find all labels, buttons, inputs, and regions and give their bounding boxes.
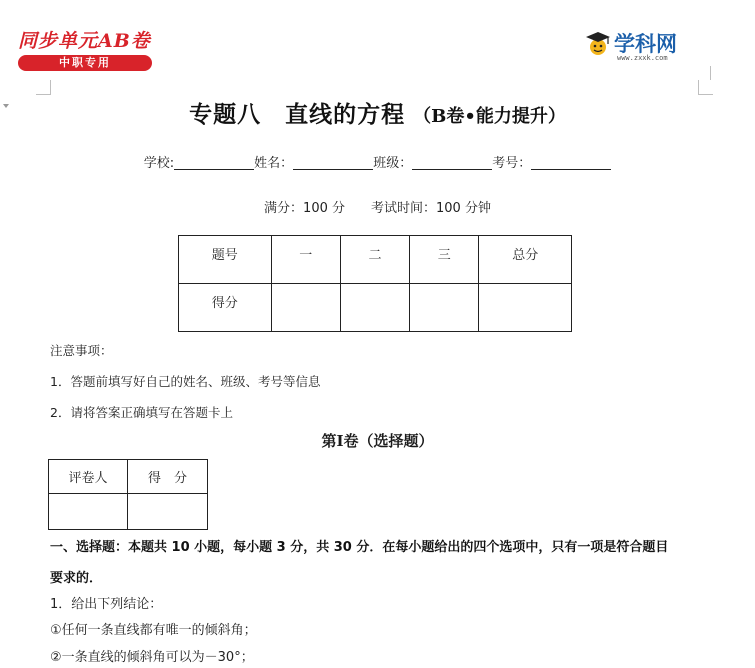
exam-number-field[interactable] xyxy=(531,155,611,170)
question-1-stem: 1．给出下列结论： xyxy=(50,597,163,612)
page-corner-mark-left xyxy=(36,80,51,95)
page-edge-mark xyxy=(710,66,711,80)
score-header-part1: 一 xyxy=(271,236,340,284)
page-title-sub: （B卷•能力提升） xyxy=(413,106,566,127)
score-table xyxy=(178,235,572,332)
score-table-score-row xyxy=(179,284,572,332)
page-title-main: 专题八 直线的方程 xyxy=(189,101,406,128)
section-title: 第Ⅰ卷（选择题） xyxy=(321,432,434,450)
name-label: 姓名： xyxy=(254,156,294,171)
score-header-total: 总分 xyxy=(479,236,572,284)
graduate-cap-icon xyxy=(584,30,612,58)
score-header-question: 题号 xyxy=(179,236,272,284)
score-header-part3: 三 xyxy=(410,236,479,284)
grader-header: 评卷人 xyxy=(49,460,128,494)
notes-item-2: 2．请将答案正确填写在答题卡上 xyxy=(50,405,233,420)
class-label: 班级： xyxy=(373,156,413,171)
student-info-line xyxy=(0,152,755,171)
score-header-part2: 二 xyxy=(340,236,409,284)
exam-number-label: 考号： xyxy=(492,156,532,171)
school-field[interactable] xyxy=(174,155,254,170)
logo-text: 学科网 xyxy=(614,32,677,56)
logo-url: www.zxxk.com xyxy=(617,54,668,62)
page-title xyxy=(0,96,755,129)
section-instruction: 一、选择题：本题共 10 小题，每小题 3 分，共 30 分．在每小题给出的四个选项中，只有一项是符合题目 xyxy=(50,540,669,555)
question-1-statement-2: ②一条直线的倾斜角可以为－30°； xyxy=(50,650,254,665)
score-time-line: 满分：100 分 考试时间：100 分钟 xyxy=(264,201,491,216)
header-series-title: 同步单元AB卷 xyxy=(18,30,151,52)
class-field[interactable] xyxy=(412,155,492,170)
site-logo[interactable] xyxy=(584,28,694,68)
grader-table xyxy=(48,459,208,530)
notes-heading: 注意事项： xyxy=(50,343,113,358)
name-field[interactable] xyxy=(293,155,373,170)
score-cell-total[interactable] xyxy=(479,284,572,332)
score-cell-part2[interactable] xyxy=(340,284,409,332)
question-1-statement-1: ①任何一条直线都有唯一的倾斜角； xyxy=(50,623,257,638)
notes-item-1: 1．答题前填写好自己的姓名、班级、考号等信息 xyxy=(50,374,321,389)
grader-score-header: 得 分 xyxy=(128,460,208,494)
score-row-label: 得分 xyxy=(179,284,272,332)
score-cell-part1[interactable] xyxy=(271,284,340,332)
grader-cell[interactable] xyxy=(49,494,128,530)
score-table-header-row xyxy=(179,236,572,284)
page-corner-mark-right xyxy=(698,80,713,95)
section-instruction-cont: 要求的． xyxy=(50,571,103,586)
score-cell-part3[interactable] xyxy=(410,284,479,332)
grader-score-cell[interactable] xyxy=(128,494,208,530)
school-label: 学校: xyxy=(143,156,175,171)
header-series-badge: 中职专用 xyxy=(18,55,152,71)
